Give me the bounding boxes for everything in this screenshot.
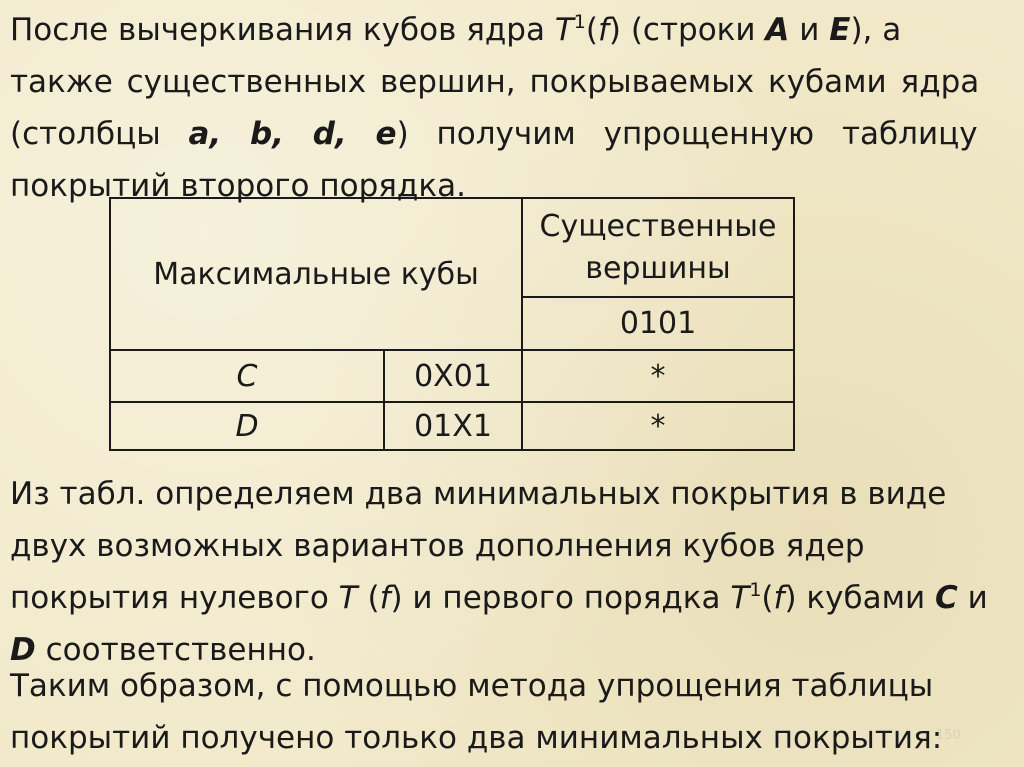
intro-paragraph [10,4,1013,212]
table-row [110,350,794,402]
cube-name-cell: D [110,402,384,450]
table-row [110,402,794,450]
text: ( [357,580,380,616]
vertex-cell: 0101 [522,297,794,350]
text: (столбцы [10,116,189,152]
header-essential-vertices [522,198,794,297]
conclusion-line-1: Таким образом, с помощью метода упрощения таблицы [10,668,934,704]
text: ) получим упрощенную таблицу [396,116,978,152]
text: и [957,580,988,616]
superscript: 1 [573,11,586,33]
text: соответственно. [35,632,316,668]
text: и [789,12,830,48]
text: ), а [850,12,902,48]
text: вершины [585,250,731,286]
text: Существенные [539,208,777,244]
kernel-symbol: T [338,580,358,616]
result-line-3 [10,572,1013,624]
text: ) кубами [784,580,935,616]
function-symbol: f [379,580,391,616]
text: ) и первого порядка [390,580,731,616]
coverage-table [109,197,795,451]
cube-code-cell: 0X01 [384,350,522,402]
intro-line-2: также существенных вершин, покрываемых кубами ядра [10,64,980,100]
intro-line-4: покрытий второго порядка. [10,168,466,204]
text: После вычеркивания кубов ядра [10,12,555,48]
conclusion-line-2: покрытий получено только два минимальных покрытия: [10,720,943,756]
kernel-symbol: T [730,580,750,616]
cover-mark-cell: * [522,350,794,402]
intro-line-3 [10,108,1013,160]
page-number: 150 [936,728,961,743]
text: покрытия нулевого [10,580,339,616]
intro-line-1 [10,4,1013,56]
cube-code-cell: 01X1 [384,402,522,450]
function-symbol: f [597,12,609,48]
kernel-symbol: T [554,12,574,48]
result-line-2: двух возможных вариантов дополнения кубов ядер [10,528,865,564]
text: ) (строки [608,12,766,48]
result-line-1: Из табл. определяем два минимальных покрытия в виде [10,476,947,512]
cover-mark-cell: * [522,402,794,450]
result-paragraph [10,468,1013,676]
superscript: 1 [749,579,762,601]
vertex-symbols: a, b, d, e [188,116,397,152]
text: ( [585,12,598,48]
table-header-row [110,198,794,297]
text: ( [761,580,774,616]
row-e-symbol: E [829,12,851,48]
function-symbol: f [773,580,785,616]
cube-c-symbol: C [934,580,958,616]
row-a-symbol: A [765,12,790,48]
cube-d-symbol: D [10,632,36,668]
header-max-cubes: Максимальные кубы [110,198,522,350]
cube-name-cell: C [110,350,384,402]
conclusion-paragraph [10,660,1013,764]
